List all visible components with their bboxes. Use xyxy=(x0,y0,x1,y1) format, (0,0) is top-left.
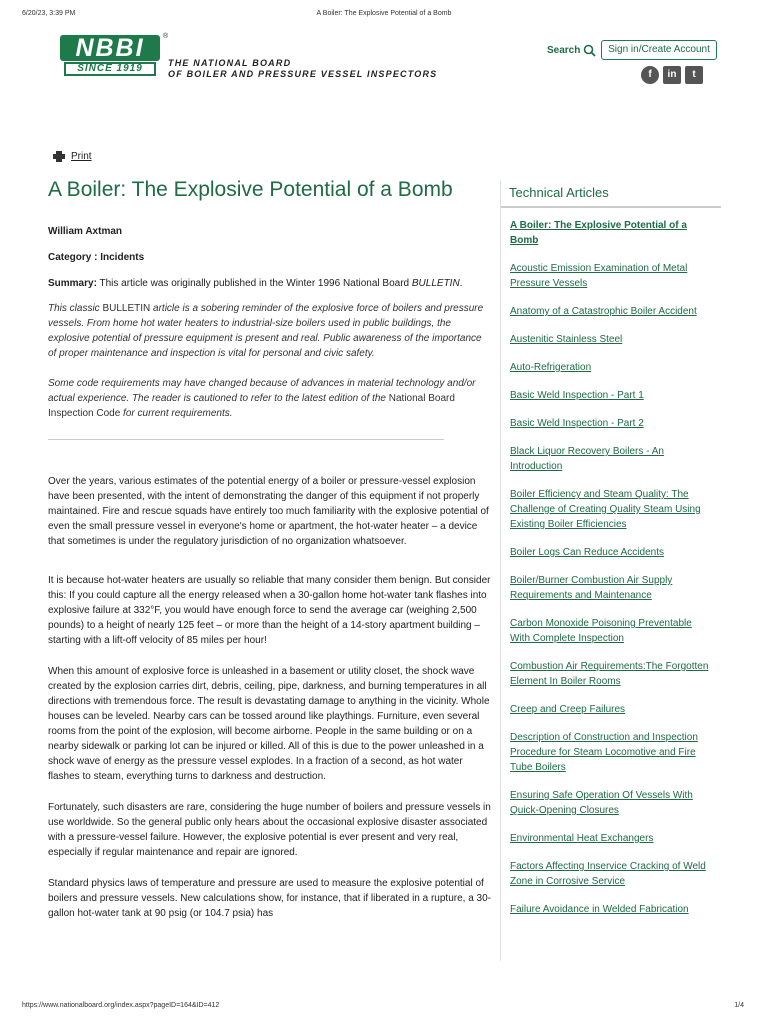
print-link[interactable] xyxy=(53,151,92,162)
paragraph: Standard physics laws of temperature and pressure are used to measure the explosive potential of boilers and pressure vessels. New calculations show, for instance, that if liberated in a rupture, a 30-gallon hot-water tank at 90 psig (or 104.7 psia) has xyxy=(48,878,492,919)
intro2-c: for current requirements. xyxy=(120,408,233,419)
summary-end: . xyxy=(459,278,463,289)
summary-text: This article was originally published in the Winter 1996 National Board xyxy=(96,278,412,289)
sidebar-item[interactable]: Ensuring Safe Operation Of Vessels With Quick-Opening Closures xyxy=(510,790,693,816)
linkedin-icon[interactable]: in xyxy=(663,66,681,84)
sidebar-item[interactable]: Combustion Air Requirements:The Forgotten Element In Boiler Rooms xyxy=(510,661,709,687)
sidebar-item[interactable]: Anatomy of a Catastrophic Boiler Accident xyxy=(510,306,697,317)
paragraph: Fortunately, such disasters are rare, considering the huge number of boilers and pressure vessels in use worldwide. So the general public only hears about the occasional explosive disaster associated with a pressure-vessel failure. However, the explosive potential is ever present and very real, especially if regular maintenance and repair are ignored. xyxy=(48,802,491,858)
intro1-a: This classic xyxy=(48,303,103,314)
logo-mark: NBBI xyxy=(60,35,160,61)
search-button[interactable] xyxy=(547,44,596,57)
sidebar-item[interactable]: Boiler Efficiency and Steam Quality: The Challenge of Creating Quality Steam Using Existing Boiler Efficiencies xyxy=(510,489,701,530)
category: Category : Incidents xyxy=(48,252,145,263)
twitter-icon[interactable]: t xyxy=(685,66,703,84)
sidebar-item[interactable]: Basic Weld Inspection - Part 1 xyxy=(510,390,644,401)
nbbi-logo[interactable] xyxy=(60,33,169,79)
sidebar-item[interactable]: Auto-Refrigeration xyxy=(510,362,592,373)
sidebar-list xyxy=(501,208,721,917)
signin-button[interactable]: Sign in/Create Account xyxy=(601,40,717,60)
org-line-1: THE NATIONAL BOARD xyxy=(168,58,292,68)
summary-label: Summary: xyxy=(48,278,97,289)
paragraph: When this amount of explosive force is unleashed in a basement or utility closet, the shock wave created by the explosion carries dirt, debris, ceiling, pipe, darkness, and burning temperatures in all directions with tremendous force. The result is devastating damage to anything in the vicinity. Whole houses can be leveled. Nearby cars can be tossed around like playthings. Furniture, even several rooms from the point of the explosion, will become airborne. People in the same building or on a nearby sidewalk or parking lot can be injured or killed. All of this is due to the power unleashed in a shock wave of energy as the pressure vessel explodes. In a fraction of a second, as hot water flashes to steam, everything turns to darkness and destruction. xyxy=(48,666,490,782)
paragraph: Over the years, various estimates of the potential energy of a boiler or pressure-vessel explosion have been presented, with the intent of demonstrating the danger of this equipment if not properly maintained. Fire and rescue squads have entirely too much familiarity with the explosive potential of even the small pressure vessel in everyone's home or apartment, the hot-water heater – a device that sometimes is under the regulatory jurisdiction of no organization whatsoever. xyxy=(48,476,489,547)
sidebar-item[interactable]: Austenitic Stainless Steel xyxy=(510,334,623,345)
intro-paragraph-2 xyxy=(48,376,492,421)
print-label: Print xyxy=(71,151,92,162)
sidebar-item[interactable]: Creep and Creep Failures xyxy=(510,704,626,715)
logo-since: SINCE 1919 xyxy=(64,62,156,76)
registered-mark: ® xyxy=(163,33,169,40)
org-line-2: OF BOILER AND PRESSURE VESSEL INSPECTORS xyxy=(168,69,438,79)
sidebar-item[interactable]: Acoustic Emission Examination of Metal Pressure Vessels xyxy=(510,263,688,289)
author: William Axtman xyxy=(48,226,122,237)
technical-articles-sidebar xyxy=(500,181,721,961)
sidebar-item[interactable]: Description of Construction and Inspection Procedure for Steam Locomotive and Fire Tube Boilers xyxy=(510,732,698,773)
org-name xyxy=(168,58,437,80)
intro1-bulletin: BULLETIN xyxy=(102,303,151,314)
facebook-icon[interactable]: f xyxy=(641,66,659,84)
divider xyxy=(48,439,444,440)
sidebar-item[interactable]: Carbon Monoxide Poisoning Preventable With Complete Inspection xyxy=(510,618,692,644)
intro2-nbic: National Board Inspection Code xyxy=(48,393,455,419)
paragraph: It is because hot-water heaters are usually so reliable that many consider them benign. But consider this: If you could capture all the energy released when a 30-gallon home hot-water tank flashes into explosive failure at 332°F, you would have enough force to send the average car (weighing 2,500 pounds) to a height of nearly 125 feet – or more than the height of a 14-story apartment building – starting with a lift-off velocity of 85 miles per hour! xyxy=(48,575,491,646)
sidebar-item-current[interactable]: A Boiler: The Explosive Potential of a Bomb xyxy=(510,220,687,246)
print-url: https://www.nationalboard.org/index.aspx?pageID=164&ID=412 xyxy=(22,1002,220,1009)
print-doc-title: A Boiler: The Explosive Potential of a Bomb xyxy=(316,10,452,17)
sidebar-item[interactable]: Boiler Logs Can Reduce Accidents xyxy=(510,547,664,558)
social-links xyxy=(641,66,703,84)
search-label: Search xyxy=(547,45,581,56)
sidebar-item[interactable]: Factors Affecting Inservice Cracking of Weld Zone in Corrosive Service xyxy=(510,861,706,887)
summary-bulletin: BULLETIN xyxy=(411,278,460,289)
article-paragraphs xyxy=(48,474,492,921)
intro-paragraph-1 xyxy=(48,301,492,361)
summary xyxy=(48,276,492,291)
print-page-number: 1/4 xyxy=(734,1002,744,1009)
sidebar-item[interactable]: Black Liquor Recovery Boilers - An Introduction xyxy=(510,446,664,472)
print-datetime: 6/20/23, 3:39 PM xyxy=(22,10,76,17)
sidebar-heading[interactable]: Technical Articles xyxy=(501,181,721,208)
sidebar-item[interactable]: Boiler/Burner Combustion Air Supply Requirements and Maintenance xyxy=(510,575,673,601)
sidebar-item[interactable]: Failure Avoidance in Welded Fabrication xyxy=(510,904,689,915)
sidebar-item[interactable]: Environmental Heat Exchangers xyxy=(510,833,654,844)
sidebar-item[interactable]: Basic Weld Inspection - Part 2 xyxy=(510,418,644,429)
search-icon xyxy=(583,44,596,57)
printer-icon xyxy=(53,151,65,162)
intro1-c: article is a sobering reminder of the explosive force of boilers and pressure vessels. From home hot water heaters to industrial-size boilers used in public buildings, the explosive potential of pressure equipment is present and real. Public awareness of the importance of proper maintenance and inspection is vital for personal and civic safety. xyxy=(48,303,484,359)
page-title: A Boiler: The Explosive Potential of a Bomb xyxy=(48,178,453,201)
article-body xyxy=(48,224,492,937)
intro2-a: Some code requirements may have changed because of advances in material technology and/or actual experience. The reader is cautioned to refer to the latest edition of the xyxy=(48,378,476,404)
